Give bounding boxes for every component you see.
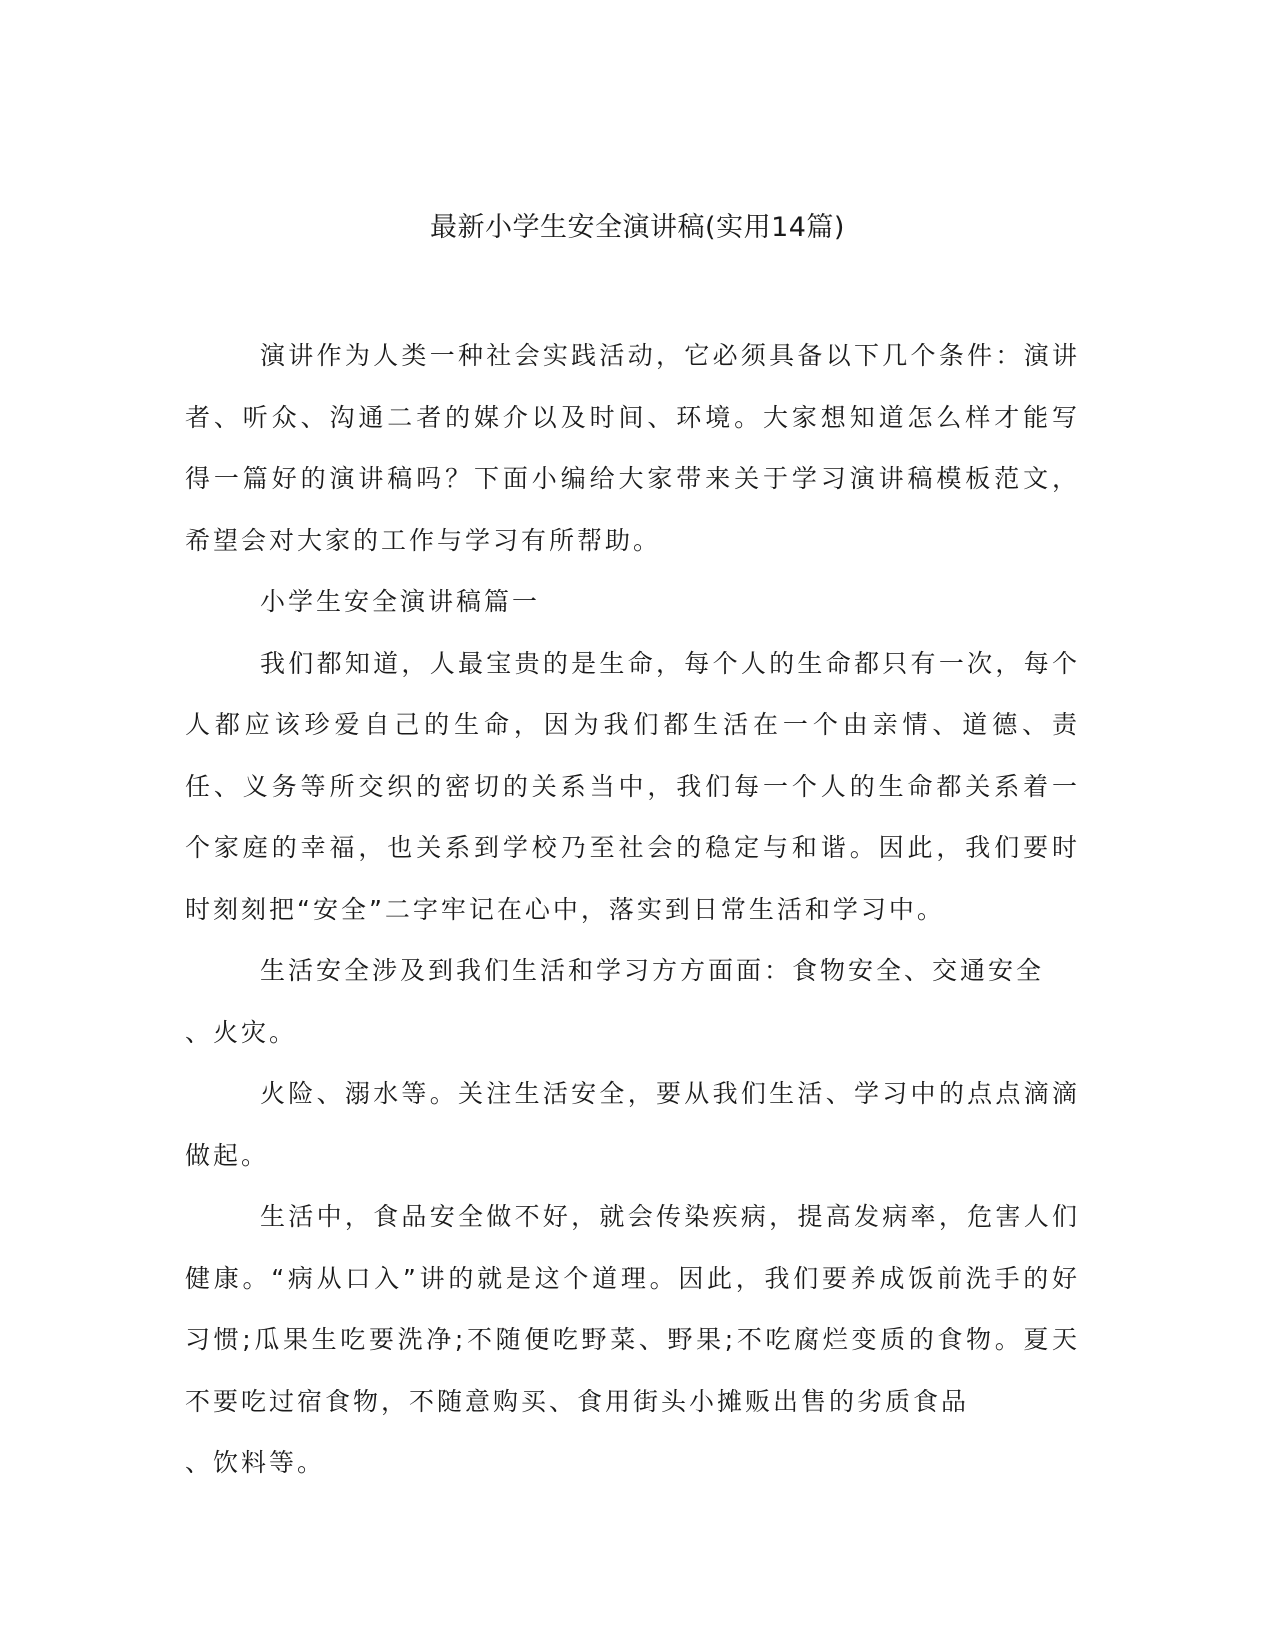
document-title: 最新小学生安全演讲稿(实用14篇)	[430, 212, 845, 243]
paragraph: 生活中，食品安全做不好，就会传染疾病，提高发病率，危害人们健康。“病从口入”讲的就是这个道理。因此，我们要养成饭前洗手的好习惯;瓜果生吃要洗净;不随便吃野菜、野果;不吃腐烂变质的食物。夏天不要吃过宿食物，不随意购买、食用街头小摊贩出售的劣质食品	[185, 1202, 1080, 1416]
paragraph-intro: 演讲作为人类一种社会实践活动，它必须具备以下几个条件：演讲者、听众、沟通二者的媒介以及时间、环境。大家想知道怎么样才能写得一篇好的演讲稿吗？下面小编给大家带来关于学习演讲稿模板范文，希望会对大家的工作与学习有所帮助。	[185, 341, 1080, 555]
paragraph: 生活安全涉及到我们生活和学习方方面面：食物安全、交通安全	[260, 956, 1045, 985]
paragraph: 我们都知道，人最宝贵的是生命，每个人的生命都只有一次，每个人都应该珍爱自己的生命，因为我们都生活在一个由亲情、道德、责任、义务等所交织的密切的关系当中，我们每一个人的生命都关系着一个家庭的幸福，也关系到学校乃至社会的稳定与和谐。因此，我们要时时刻刻把“安全”二字牢记在心中，落实到日常生活和学习中。	[185, 648, 1080, 924]
section-heading: 小学生安全演讲稿篇一	[260, 587, 541, 616]
document-body	[185, 325, 1080, 1494]
paragraph-continuation: 、饮料等。	[185, 1448, 326, 1477]
paragraph-continuation: 、火灾。	[185, 1017, 298, 1047]
paragraph: 火险、溺水等。关注生活安全，要从我们生活、学习中的点点滴滴做起。	[185, 1079, 1080, 1170]
